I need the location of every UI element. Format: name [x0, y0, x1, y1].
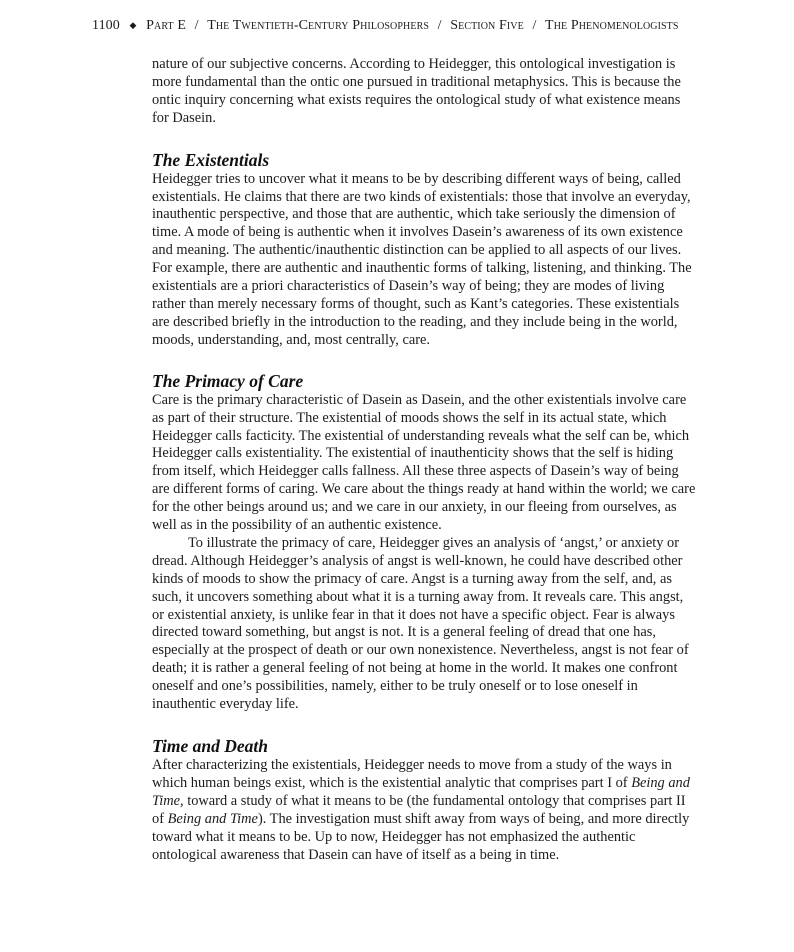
time-paragraph	[152, 757, 697, 864]
book-title-italic: Being and Time	[167, 810, 258, 827]
page-body	[152, 56, 697, 864]
header-book-section: The Twentieth-Century Philosophers	[207, 18, 430, 33]
intro-paragraph: nature of our subjective concerns. According to Heidegger, this ontological investigation is more fundamental than the ontic one pursued in traditional metaphysics. This is because the ontic inquiry concerning what exists requires the ontological study of what existence means for Dasein.	[152, 56, 681, 126]
heading-existentials: The Existentials	[152, 149, 270, 170]
time-text-c: ). The investigation must shift away from ways of being, and more directly toward what it means to be. Up to now, Heidegger has not emphasized the authentic ontological awareness that Dasein can have of itself as a being in time.	[152, 810, 690, 863]
care-paragraph-1: Care is the primary characteristic of Dasein as Dasein, and the other existentials involve care as part of their structure. The existential of moods shows the self in its actual state, which Heidegger calls facticity. The existential of understanding reveals what the self can be, which Heidegger calls existentiality. The existential of inauthenticity shows that the self is hiding from itself, which Heidegger calls fallness. All these three aspects of Dasein’s way of being are different forms of caring. We care about the things ready at hand within the world; we care for the other beings around us; and we care in our anxiety, in our fleeing from ourselves, as well as in the possibility of an authentic existence.	[152, 391, 696, 534]
existentials-paragraph: Heidegger tries to uncover what it means to be by describing different ways of being, called existentials. He claims that there are two kinds of existentials: those that involve an everyday, inauthentic perspective, and those that are authentic, which take seriously the dimension of time. A mode of being is authentic when it involves Dasein’s awareness of its own existence and meaning. The authentic/inauthentic distinction can be applied to all aspects of our lives. For example, there are authentic and inauthentic forms of talking, listening, and thinking. The existentials are a priori characteristics of Dasein’s way of being; they are modes of living rather than merely necessary forms of thought, such as Kant’s categories. These existentials are described briefly in the introduction to the reading, and they include being in the world, moods, understanding, and, most centrally, care.	[152, 170, 692, 348]
header-part: Part E	[146, 18, 186, 33]
heading-primacy-of-care: The Primacy of Care	[152, 370, 304, 391]
time-text-b: toward a study of what it means to be (the fundamental ontology that comprises part II of	[152, 792, 686, 827]
header-slash: /	[437, 18, 442, 33]
header-slash: /	[194, 18, 199, 33]
header-section: Section Five	[450, 18, 524, 33]
header-chapter: The Phenomenologists	[545, 18, 679, 33]
time-text-a: After characterizing the existentials, Heidegger needs to move from a study of the ways in which human beings exist, which is the existential analytic that comprises part I of	[152, 757, 672, 791]
running-head	[92, 18, 732, 34]
diamond-separator-icon: ◆	[129, 20, 137, 30]
book-title-italic: Being and Time,	[152, 774, 690, 809]
heading-time-and-death: Time and Death	[152, 736, 269, 756]
care-paragraph-2: To illustrate the primacy of care, Heidegger gives an analysis of ‘angst,’ or anxiety or dread. Although Heidegger’s analysis of angst is well-known, he could have described other kinds of moods to show the primacy of care. Angst is a turning away from the self, and, as such, it uncovers something about what it is a turning away from. It reveals care. This angst, or existential anxiety, is unlike fear in that it does not have a specific object. Fear is always directed toward something, but angst is not. It is a general feeling of dread that one has, especially at the prospect of death or our own nonexistence. Nevertheless, angst is not fear of death; it is rather a general feeling of not being at home in the world. It makes one confront oneself and one’s possibilities, namely, either to be truly oneself or to lose oneself in inauthentic everyday life.	[152, 534, 689, 713]
page-number: 1100	[92, 18, 120, 33]
header-slash: /	[532, 18, 537, 33]
